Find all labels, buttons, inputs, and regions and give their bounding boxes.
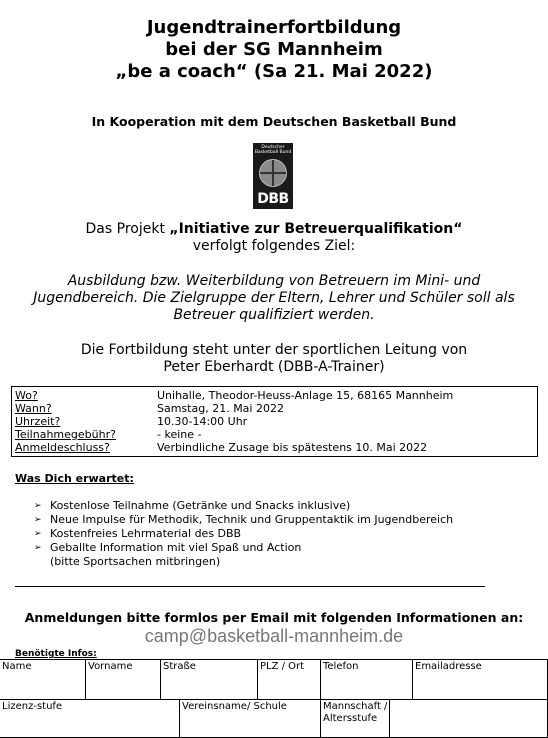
arrow-bullet-icon: ➢ xyxy=(34,529,42,539)
info-key: Teilnahmegebühr? xyxy=(15,428,116,441)
info-key: Wann? xyxy=(15,402,52,415)
info-key: Uhrzeit? xyxy=(15,415,61,428)
registration-heading: Anmeldungen bitte formlos per Email mit folgenden Informationen an: xyxy=(24,610,524,625)
logo-abbr: DBB xyxy=(257,191,289,207)
info-key: Anmeldeschluss? xyxy=(15,441,110,454)
field-zip-city: PLZ / Ort xyxy=(260,661,305,672)
project-prefix: Das Projekt xyxy=(85,221,170,237)
field-license-level: Lizenz-stufe xyxy=(2,701,63,712)
field-team: Mannschaft / xyxy=(323,701,388,712)
divider xyxy=(15,586,485,587)
basketball-icon xyxy=(259,159,287,187)
field-street: Straße xyxy=(163,661,196,672)
list-item: ➢ Neue Impulse für Methodik, Technik und Gruppentaktik im Jugendbereich xyxy=(34,513,454,526)
list-sub-item: (bitte Sportsachen mitbringen) xyxy=(50,555,221,568)
info-value: 10.30-14:00 Uhr xyxy=(157,415,248,428)
project-line-2: verfolgt folgendes Ziel: xyxy=(192,238,356,254)
project-name: „Initiative zur Betreuerqualifikation“ xyxy=(169,221,463,237)
info-value: Unihalle, Theodor-Heuss-Anlage 15, 68165 Mannheim xyxy=(157,389,454,402)
field-phone: Telefon xyxy=(323,661,359,672)
goal-line-3: Betreuer qualifiziert werden. xyxy=(173,307,375,323)
arrow-bullet-icon: ➢ xyxy=(34,543,42,553)
info-value: - keine - xyxy=(157,428,202,441)
expect-heading: Was Dich erwartet: xyxy=(15,472,134,485)
list-item: ➢ Kostenlose Teilnahme (Getränke und Snacks inklusive) xyxy=(34,499,351,512)
field-email: Emailadresse xyxy=(415,661,482,672)
field-first-name: Vorname xyxy=(88,661,133,672)
project-line xyxy=(0,221,548,238)
title-line-2: bei der SG Mannheim xyxy=(165,39,383,60)
leadership-line-1: Die Fortbildung steht unter der sportlichen Leitung von xyxy=(80,342,468,358)
leadership-line-2: Peter Eberhardt (DBB-A-Trainer) xyxy=(163,359,385,375)
arrow-bullet-icon: ➢ xyxy=(34,501,42,511)
list-item: ➢ Geballte Information mit viel Spaß und Action xyxy=(34,541,302,554)
expect-list xyxy=(34,499,453,569)
field-club-school: Vereinsname/ Schule xyxy=(182,701,287,712)
goal-line-1: Ausbildung bzw. Weiterbildung von Betreuern im Mini- und xyxy=(67,273,481,289)
arrow-bullet-icon: ➢ xyxy=(34,515,42,525)
goal-line-2: Jugendbereich. Die Zielgruppe der Eltern, Lehrer und Schüler soll als xyxy=(33,290,515,306)
field-age-group: Altersstufe xyxy=(323,713,378,724)
title-line-3: „be a coach“ (Sa 21. Mai 2022) xyxy=(115,61,433,82)
info-key: Wo? xyxy=(15,389,38,402)
info-value: Verbindliche Zusage bis spätestens 10. Mai 2022 xyxy=(157,441,428,454)
field-name: Name xyxy=(2,661,32,672)
cooperation-line: In Kooperation mit dem Deutschen Basketball Bund xyxy=(91,114,457,129)
logo-top-text: Deutscher Basketball Bund xyxy=(254,145,292,155)
dbb-logo xyxy=(253,143,293,209)
list-item: ➢ Kostenfreies Lehrmaterial des DBB xyxy=(34,527,242,540)
email-link[interactable]: camp@basketball-mannheim.de xyxy=(144,626,404,646)
info-value: Samstag, 21. Mai 2022 xyxy=(157,402,284,415)
needed-info-label: Benötigte Infos: xyxy=(15,649,97,659)
title-line-1: Jugendtrainerfortbildung xyxy=(146,17,402,38)
